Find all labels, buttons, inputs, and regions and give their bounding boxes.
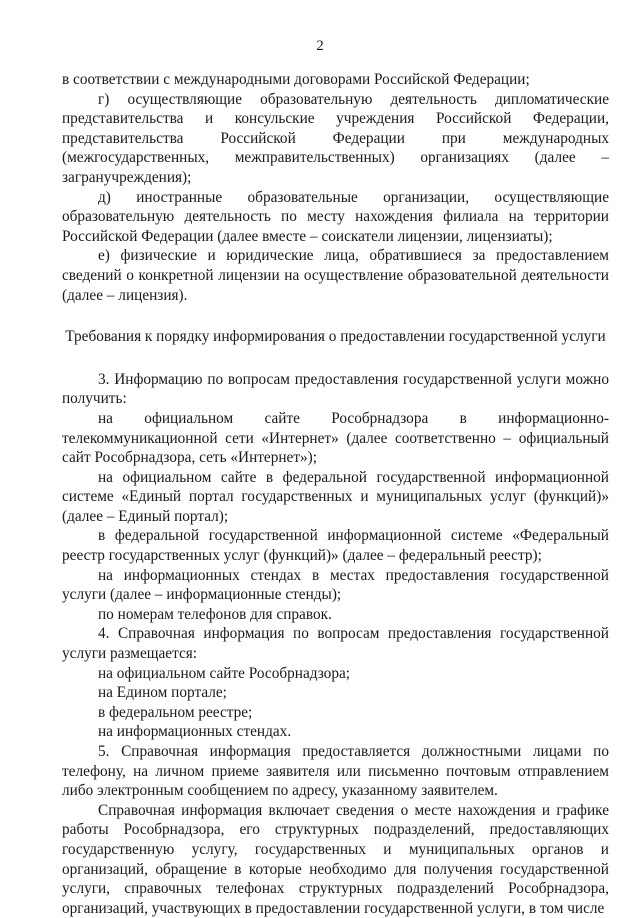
paragraph: 4. Справочная информация по вопросам предоставления государственной услуги размещается: bbox=[62, 625, 609, 663]
paragraph: 5. Справочная информация предоставляется должностными лицами по телефону, на личном приеме заявителя или письменно почтовым отправлением либо электронным сообщением по адресу, указанному заявителем. bbox=[62, 743, 609, 800]
paragraph: в соответствии с международными договорами Российской Федерации; bbox=[62, 71, 530, 88]
paragraph: на информационных стендах в местах предоставления государственной услуги (далее – информационные стенды); bbox=[62, 566, 609, 604]
paragraph: на официальном сайте в федеральной государственной информационной системе «Единый портал государственных и муниципальных услуг (функций)» (далее – Единый портал); bbox=[62, 468, 609, 525]
paragraph: 3. Информацию по вопросам предоставления государственной услуги можно получить: bbox=[62, 370, 609, 408]
paragraph: е) физические и юридические лица, обратившиеся за предоставлением сведений о конкретной лицензии на осуществление образовательной деятельности (далее – лицензия). bbox=[62, 247, 609, 304]
paragraph: на Едином портале; bbox=[98, 684, 227, 702]
paragraph: д) иностранные образовательные организации, осуществляющие образовательную деятельность по месту нахождения филиала на территории Российской Федерации (далее вместе – соискатели лицензии, лицензиаты); bbox=[62, 188, 609, 245]
paragraph: на информационных стендах. bbox=[98, 723, 292, 741]
paragraph: на официальном сайте Рособрнадзора в информационно-телекоммуникационной сети «Интернет» (далее соответственно – официальный сайт Рособрнадзора, сеть «Интернет»); bbox=[62, 409, 609, 467]
paragraph: по номерам телефонов для справок. bbox=[98, 605, 332, 623]
section-heading: Требования к порядку информирования о предоставлении государственной услуги bbox=[65, 328, 606, 346]
paragraph: в федеральной государственной информационной системе «Федеральный реестр государственных услуг (функций)» (далее – федеральный реестр); bbox=[62, 527, 609, 565]
document-body bbox=[62, 70, 609, 918]
paragraph: г) осуществляющие образовательную деятельность дипломатические представительства и консульские учреждения Российской Федерации, представительства Российской Федерации при международных (межгосударственных, межправительственных) организациях (далее – загранучреждения); bbox=[62, 90, 609, 186]
page-number: 2 bbox=[316, 38, 324, 54]
paragraph: в федеральном реестре; bbox=[98, 703, 253, 721]
paragraph: Справочная информация включает сведения о месте нахождения и графике работы Рособрнадзора, его структурных подразделений, предоставляющих государственную услугу, государственных и муниципальных органов и организаций, обращение в которые необходимо для получения государственной услуги, справочных телефонах структурных подразделений Рособрнадзора, организаций, участвующих в предоставлении государственной услуги, в том числе bbox=[62, 801, 609, 917]
paragraph: на официальном сайте Рособрнадзора; bbox=[98, 664, 351, 682]
